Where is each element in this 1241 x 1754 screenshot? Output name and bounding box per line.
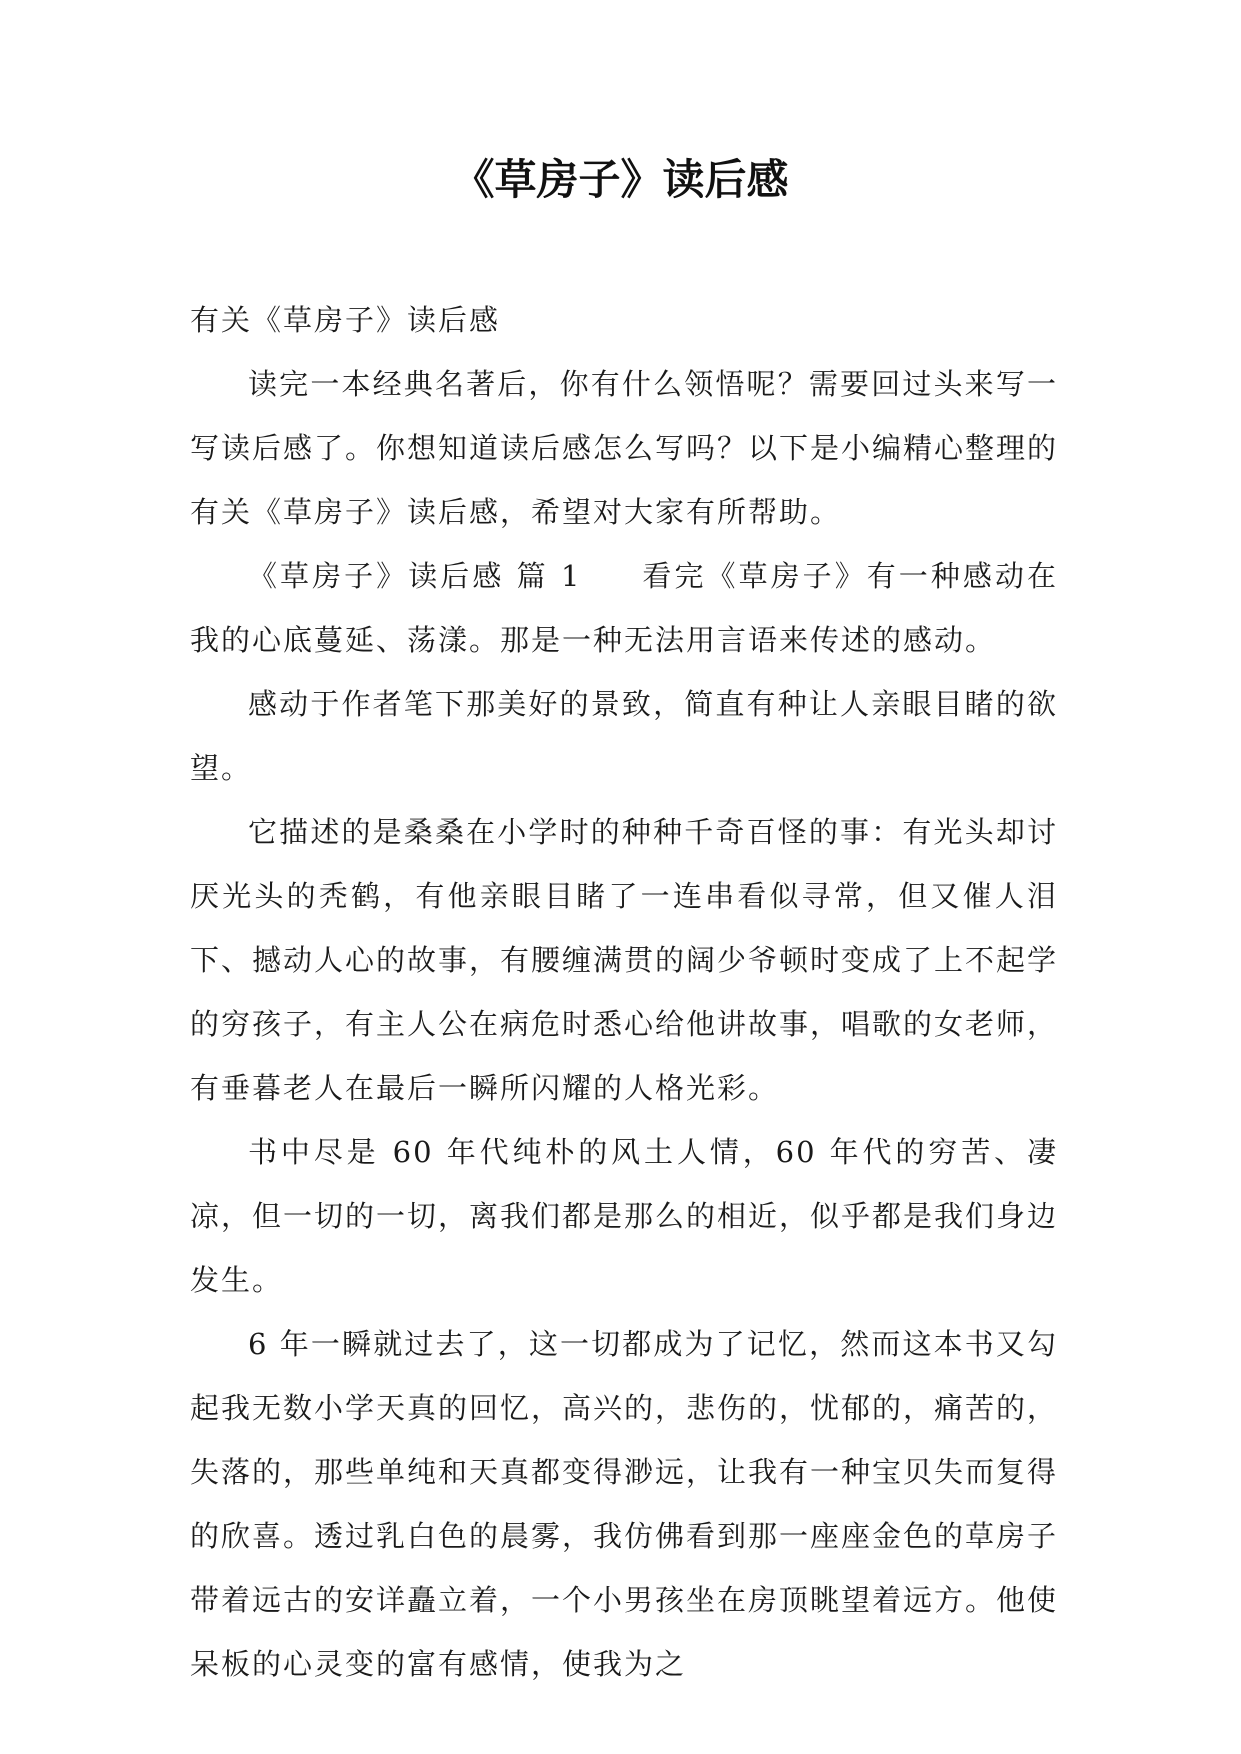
document-title: 《草房子》读后感 [452,155,789,204]
document-body [190,288,1058,1696]
body-paragraph-2: 它描述的是桑桑在小学时的种种千奇百怪的事：有光头却讨厌光头的秃鹤，有他亲眼目睹了一连串看似寻常，但又催人泪下、撼动人心的故事，有腰缠满贯的阔少爷顿时变成了上不起学的穷孩子，有主人公在病危时悉心给他讲故事，唱歌的女老师，有垂暮老人在最后一瞬所闪耀的人格光彩。 [190,815,1059,1105]
body-paragraph-1: 感动于作者笔下那美好的景致，简直有种让人亲眼目睹的欲望。 [190,687,1058,785]
section-paragraph [190,544,1058,672]
body-paragraph-4: 6 年一瞬就过去了，这一切都成为了记忆，然而这本书又勾起我无数小学天真的回忆，高兴的，悲伤的，忧郁的，痛苦的，失落的，那些单纯和天真都变得渺远，让我有一种宝贝失而复得的欣喜。透过乳白色的晨雾，我仿佛看到那一座座金色的草房子带着远古的安详矗立着，一个小男孩坐在房顶眺望着远方。他使呆板的心灵变的富有感情，使我为之 [190,1327,1059,1681]
body-paragraph-3: 书中尽是 60 年代纯朴的风土人情，60 年代的穷苦、凄凉，但一切的一切，离我们都是那么的相近，似乎都是我们身边发生。 [190,1135,1059,1297]
section-heading: 《草房子》读后感 篇 1 [248,559,582,593]
intro-paragraph: 读完一本经典名著后，你有什么领悟呢？需要回过头来写一写读后感了。你想知道读后感怎么写吗？以下是小编精心整理的有关《草房子》读后感，希望对大家有所帮助。 [190,367,1059,529]
document-subtitle: 有关《草房子》读后感 [190,303,501,337]
section-first-text: 看完《草房子》有一种感动在我的心底蔓延、荡漾。那是一种无法用言语来传述的感动。 [190,559,1058,657]
